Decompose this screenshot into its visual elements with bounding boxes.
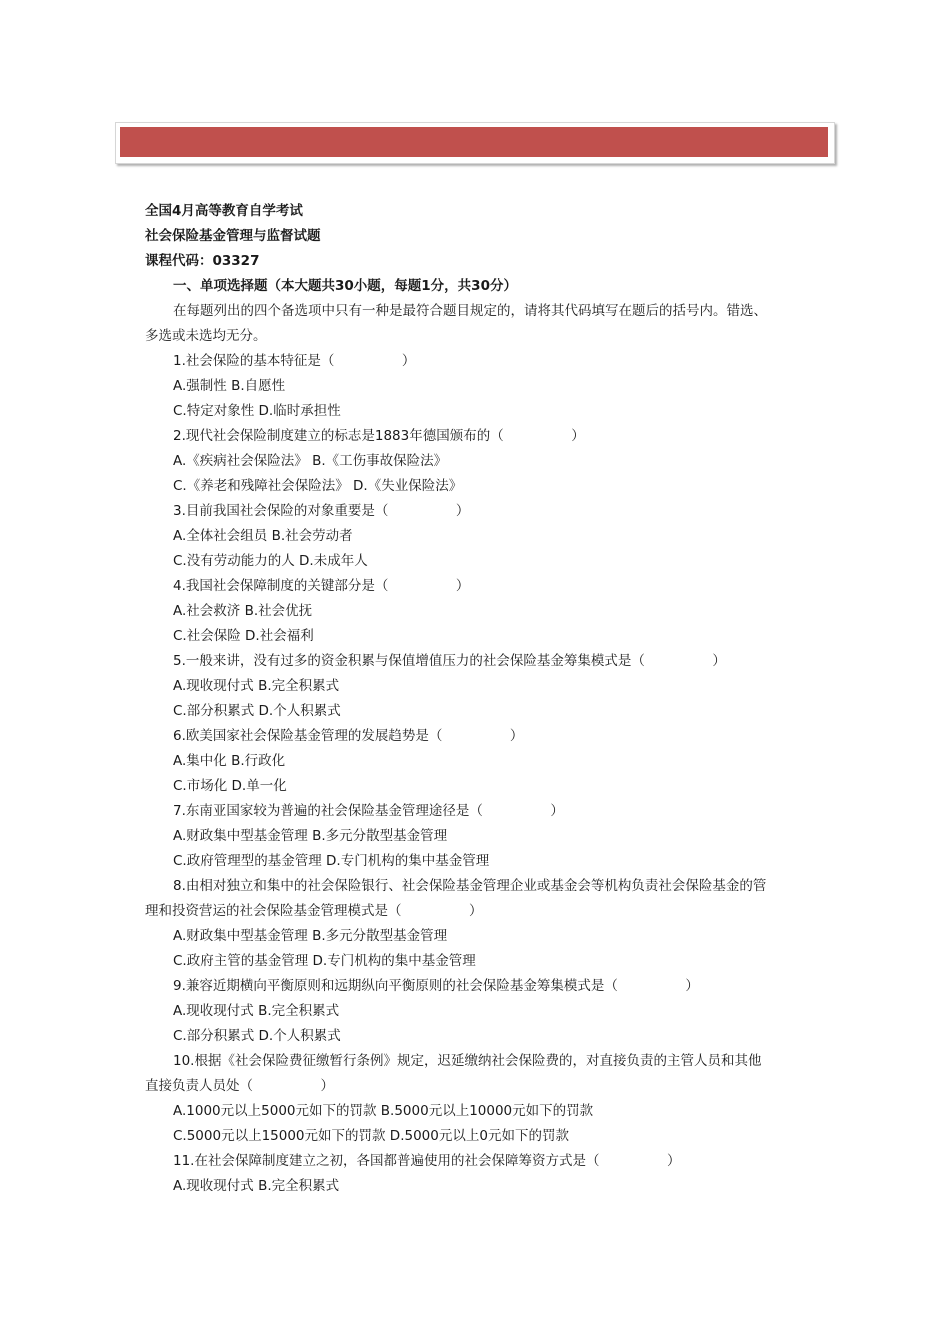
question-8-options-ab: A.财政集中型基金管理 B.多元分散型基金管理 (173, 928, 448, 944)
question-5-options-cd: C.部分积累式 D.个人积累式 (173, 703, 341, 719)
question-1-options-ab: A.强制性 B.自愿性 (173, 378, 286, 394)
question-8-options-cd: C.政府主管的基金管理 D.专门机构的集中基金管理 (173, 953, 476, 969)
question-3-stem: 3.目前我国社会保险的对象重要是（ ） (173, 503, 470, 519)
question-2-stem: 2.现代社会保险制度建立的标志是1883年德国颁布的（ ） (173, 428, 585, 444)
question-2-options-cd: C.《养老和残障社会保险法》 D.《失业保险法》 (173, 478, 463, 494)
question-1-options-cd: C.特定对象性 D.临时承担性 (173, 403, 341, 419)
question-8-stem-continued: 理和投资营运的社会保险基金管理模式是（ ） (145, 903, 483, 919)
question-3-options-cd: C.没有劳动能力的人 D.未成年人 (173, 553, 368, 569)
course-code: 课程代码：03327 (145, 253, 260, 269)
question-7-options-ab: A.财政集中型基金管理 B.多元分散型基金管理 (173, 828, 448, 844)
question-6-stem: 6.欧美国家社会保险基金管理的发展趋势是（ ） (173, 728, 524, 744)
question-5-stem: 5.一般来讲，没有过多的资金积累与保值增值压力的社会保险基金筹集模式是（ ） (173, 653, 726, 669)
header-banner-bar (120, 127, 828, 157)
question-6-options-cd: C.市场化 D.单一化 (173, 778, 287, 794)
question-11-options-ab: A.现收现付式 B.完全积累式 (173, 1178, 340, 1194)
question-2-options-ab: A.《疾病社会保险法》 B.《工伤事故保险法》 (173, 453, 448, 469)
question-10-stem: 10.根据《社会保险费征缴暂行条例》规定，迟延缴纳社会保险费的，对直接负责的主管人员和其他 (173, 1053, 762, 1069)
question-9-options-cd: C.部分积累式 D.个人积累式 (173, 1028, 341, 1044)
question-10-options-cd: C.5000元以上15000元如下的罚款 D.5000元以上0元如下的罚款 (173, 1128, 569, 1144)
exam-document (145, 199, 815, 1199)
question-4-options-ab: A.社会救济 B.社会优抚 (173, 603, 313, 619)
question-6-options-ab: A.集中化 B.行政化 (173, 753, 286, 769)
question-10-stem-continued: 直接负责人员处（ ） (145, 1078, 334, 1094)
question-7-stem: 7.东南亚国家较为普遍的社会保险基金管理途径是（ ） (173, 803, 564, 819)
header-banner (115, 122, 835, 164)
question-10-options-ab: A.1000元以上5000元如下的罚款 B.5000元以上10000元如下的罚款 (173, 1103, 594, 1119)
exam-title: 全国4月高等教育自学考试 (145, 203, 303, 219)
question-5-options-ab: A.现收现付式 B.完全积累式 (173, 678, 340, 694)
question-1-stem: 1.社会保险的基本特征是（ ） (173, 353, 416, 369)
question-3-options-ab: A.全体社会组员 B.社会劳动者 (173, 528, 353, 544)
question-4-options-cd: C.社会保险 D.社会福利 (173, 628, 314, 644)
question-8-stem: 8.由相对独立和集中的社会保险银行、社会保险基金管理企业或基金会等机构负责社会保险基金的管 (173, 878, 767, 894)
question-9-stem: 9.兼容近期横向平衡原则和远期纵向平衡原则的社会保险基金筹集模式是（ ） (173, 978, 699, 994)
instruction-line-2: 多选或未选均无分。 (145, 328, 267, 344)
question-9-options-ab: A.现收现付式 B.完全积累式 (173, 1003, 340, 1019)
instruction-line-1: 在每题列出的四个备选项中只有一种是最符合题目规定的，请将其代码填写在题后的括号内。错选、 (173, 303, 767, 319)
question-4-stem: 4.我国社会保障制度的关键部分是（ ） (173, 578, 470, 594)
section-heading: 一、单项选择题（本大题共30小题，每题1分，共30分） (173, 278, 517, 294)
question-11-stem: 11.在社会保障制度建立之初，各国都普遍使用的社会保障筹资方式是（ ） (173, 1153, 681, 1169)
subject-title: 社会保险基金管理与监督试题 (145, 228, 321, 244)
question-7-options-cd: C.政府管理型的基金管理 D.专门机构的集中基金管理 (173, 853, 490, 869)
